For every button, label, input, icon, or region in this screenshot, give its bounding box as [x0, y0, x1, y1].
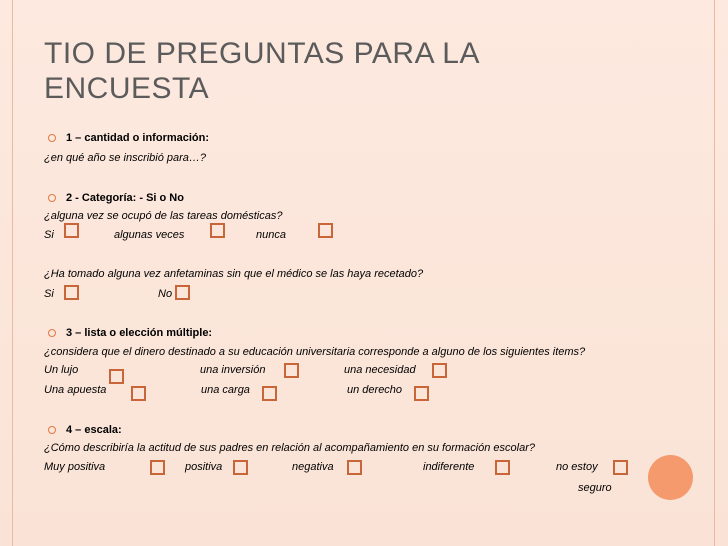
- option-si-2: Si: [44, 288, 54, 300]
- option-algunas-veces: algunas veces: [114, 229, 185, 241]
- left-rule: [12, 0, 13, 546]
- checkbox-no[interactable]: [175, 285, 190, 300]
- checkbox-un-derecho[interactable]: [414, 386, 429, 401]
- option-seguro: seguro: [578, 482, 612, 494]
- section-3-heading: 3 – lista o elección múltiple:: [66, 327, 212, 339]
- right-rule: [714, 0, 715, 546]
- option-no: No: [158, 288, 173, 300]
- checkbox-positiva[interactable]: [233, 460, 248, 475]
- option-no-estoy: no estoy: [556, 461, 598, 473]
- checkbox-un-lujo[interactable]: [109, 369, 124, 384]
- checkbox-una-apuesta[interactable]: [131, 386, 146, 401]
- decorative-circle: [648, 455, 693, 500]
- checkbox-si[interactable]: [64, 223, 79, 238]
- checkbox-una-carga[interactable]: [262, 386, 277, 401]
- section-2-heading: 2 - Categoría: - Si o No: [66, 192, 184, 204]
- checkbox-una-inversion[interactable]: [284, 363, 299, 378]
- option-si: Si: [44, 229, 54, 241]
- section-3-question: ¿considera que el dinero destinado a su educación universitaria corresponde a alguno de los siguientes items?: [44, 346, 586, 358]
- section-4-question: ¿Cómo describiría la actitud de sus padres en relación al acompañamiento en su formación escolar?: [44, 442, 535, 454]
- checkbox-si-2[interactable]: [64, 285, 79, 300]
- section-4-heading: 4 – escala:: [66, 424, 122, 436]
- option-un-derecho: un derecho: [347, 384, 403, 396]
- section-2-question-2: ¿Ha tomado alguna vez anfetaminas sin que el médico se las haya recetado?: [44, 268, 424, 280]
- bullet-icon: [48, 329, 56, 337]
- checkbox-una-necesidad[interactable]: [432, 363, 447, 378]
- option-indiferente: indiferente: [423, 461, 475, 473]
- checkbox-muy-positiva[interactable]: [150, 460, 165, 475]
- checkbox-no-estoy-seguro[interactable]: [613, 460, 628, 475]
- bullet-icon: [48, 134, 56, 142]
- option-una-inversion: una inversión: [200, 364, 266, 376]
- option-nunca: nunca: [256, 229, 286, 241]
- section-1-question: ¿en qué año se inscribió para…?: [44, 152, 207, 164]
- section-2-question: ¿alguna vez se ocupó de las tareas domésticas?: [44, 210, 283, 222]
- section-1-heading: 1 – cantidad o información:: [66, 132, 209, 144]
- option-muy-positiva: Muy positiva: [44, 461, 106, 473]
- bullet-icon: [48, 426, 56, 434]
- option-un-lujo: Un lujo: [44, 364, 79, 376]
- option-una-necesidad: una necesidad: [344, 364, 416, 376]
- option-una-carga: una carga: [201, 384, 250, 396]
- checkbox-negativa[interactable]: [347, 460, 362, 475]
- option-negativa: negativa: [292, 461, 334, 473]
- bullet-icon: [48, 194, 56, 202]
- checkbox-indiferente[interactable]: [495, 460, 510, 475]
- slide-title: TIO DE PREGUNTAS PARA LA ENCUESTA: [44, 37, 479, 105]
- option-positiva: positiva: [185, 461, 223, 473]
- checkbox-nunca[interactable]: [318, 223, 333, 238]
- option-una-apuesta: Una apuesta: [44, 384, 107, 396]
- checkbox-algunas-veces[interactable]: [210, 223, 225, 238]
